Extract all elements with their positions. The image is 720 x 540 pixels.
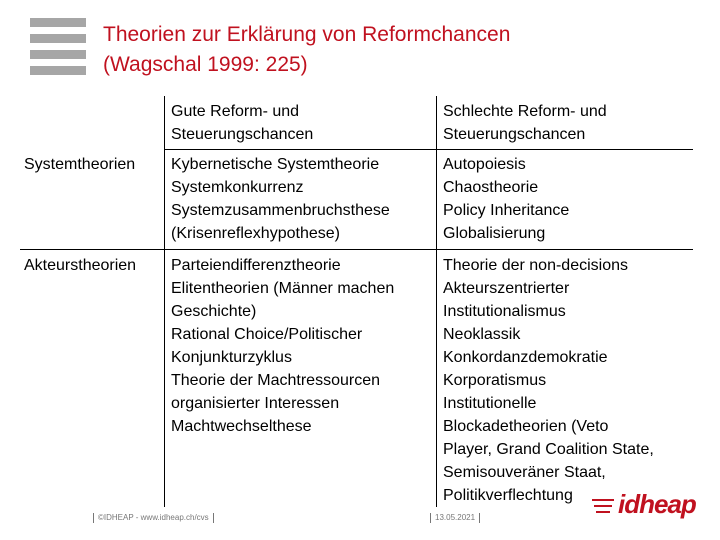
header-good-chances (165, 96, 437, 150)
theory-item: Globalisierung (443, 225, 546, 242)
title-line-1: Theorien zur Erklärung von Reformchancen (103, 23, 511, 46)
theory-item: Parteiendifferenztheorie (171, 257, 341, 274)
brand-wordmark: idheap (618, 489, 696, 519)
bad-chances-cell (437, 150, 694, 250)
header-bad-line: Schlechte Reform- und (443, 103, 607, 120)
theory-item: Rational Choice/Politischer (171, 326, 363, 343)
slide-title (103, 20, 703, 80)
table-header-row (20, 96, 693, 150)
row-label: Systemtheorien (20, 150, 165, 250)
table-row-akteurstheorien (20, 250, 693, 508)
theory-item: Neoklassik (443, 326, 521, 343)
good-chances-cell (165, 150, 437, 250)
theory-item: Policy Inheritance (443, 202, 570, 219)
theory-item: Korporatismus (443, 372, 547, 389)
title-line-2: (Wagschal 1999: 225) (103, 53, 308, 76)
header-bad-chances (437, 96, 694, 150)
theory-item: organisierter Interessen (171, 395, 340, 412)
header-empty-cell (20, 96, 165, 150)
theory-item: Autopoiesis (443, 156, 526, 173)
theory-item: Institutionelle (443, 395, 537, 412)
theory-item: Theorie der non-decisions (443, 257, 628, 274)
theory-item: Machtwechselthese (171, 418, 312, 435)
header-bad-line: Steuerungschancen (443, 126, 586, 143)
theory-item: Kybernetische Systemtheorie (171, 156, 380, 173)
theory-item: Semisouveräner Staat, (443, 464, 606, 481)
bad-chances-cell (437, 250, 694, 508)
theory-item: Geschichte) (171, 303, 257, 320)
good-chances-cell (165, 250, 437, 508)
theory-item: Konjunkturzyklus (171, 349, 292, 366)
theory-item: Institutionalismus (443, 303, 566, 320)
theory-item: Systemzusammenbruchsthese (171, 202, 390, 219)
theory-item: Chaostheorie (443, 179, 539, 196)
theory-item: Theorie der Machtressourcen (171, 372, 380, 389)
theory-item: Player, Grand Coalition State, (443, 441, 654, 458)
theory-item: Systemkonkurrenz (171, 179, 304, 196)
theories-table (20, 96, 693, 507)
theory-item: Politikverflechtung (443, 487, 573, 504)
footer-date: 13.05.2021 (430, 513, 480, 523)
theory-item: (Krisenreflexhypothese) (171, 225, 340, 242)
theory-item: Blockadetheorien (Veto (443, 418, 609, 435)
header-good-line: Steuerungschancen (171, 126, 314, 143)
theory-item: Akteurszentrierter (443, 280, 570, 297)
theory-item: Elitentheorien (Männer machen (171, 280, 395, 297)
header-good-line: Gute Reform- und (171, 103, 300, 120)
theory-item: Konkordanzdemokratie (443, 349, 608, 366)
idheap-logo-icon (592, 489, 696, 521)
logo-bars-icon (30, 18, 86, 75)
footer-copyright: ©IDHEAP - www.idheap.ch/cvs (93, 513, 214, 523)
row-label: Akteurstheorien (20, 250, 165, 508)
table-row-systemtheorien (20, 150, 693, 250)
